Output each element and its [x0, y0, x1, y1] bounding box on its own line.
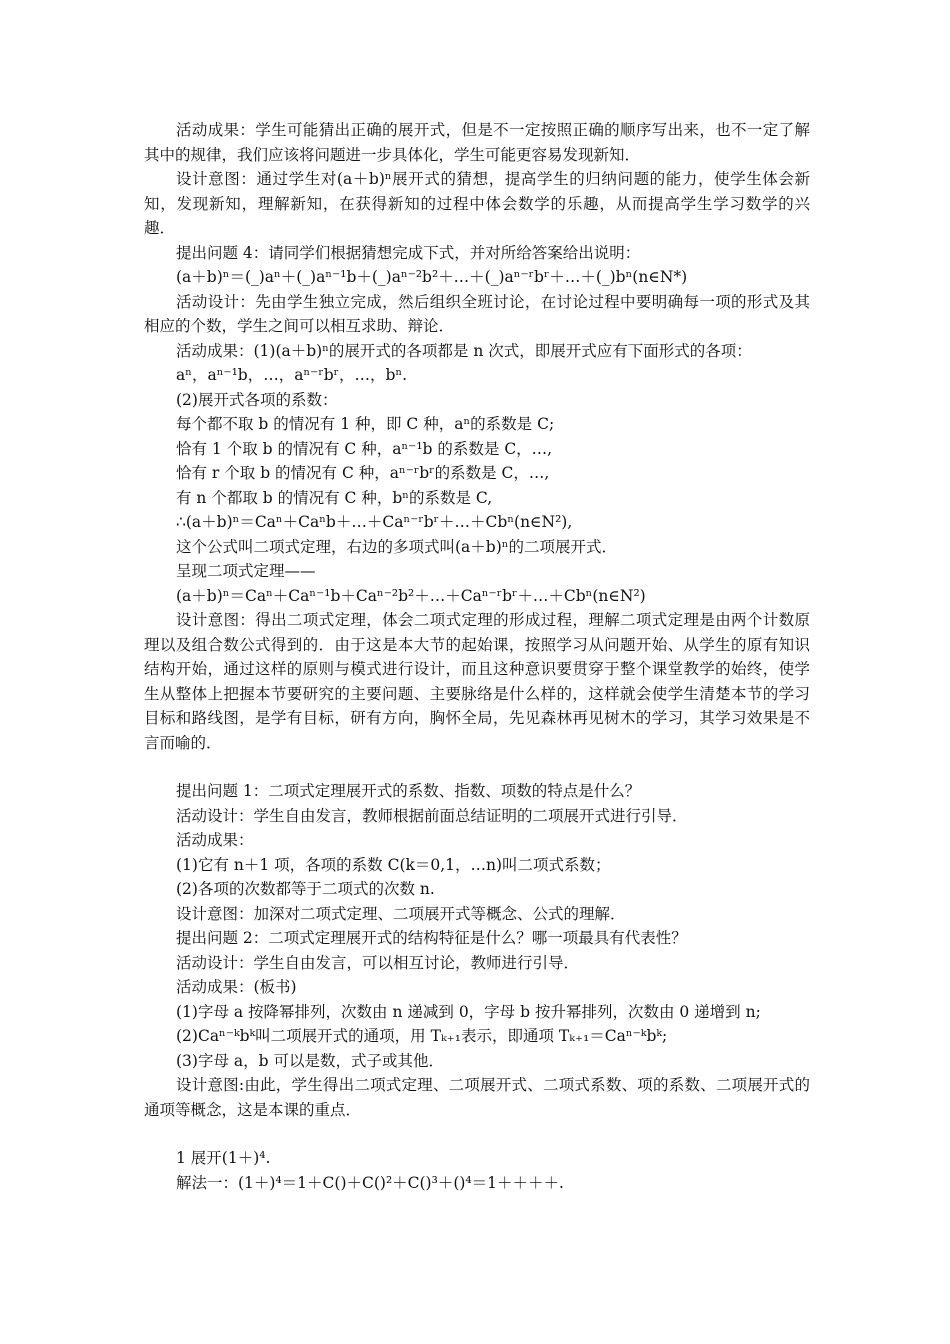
text-line: (2)各项的次数都等于二项式的次数 n.: [176, 880, 435, 898]
text-line: 活动成果：(板书): [176, 978, 297, 996]
text-line: 活动成果：: [176, 831, 254, 849]
spacer: [144, 755, 810, 779]
text-line: 恰有 r 个取 b 的情况有 C 种，aⁿ⁻ʳbʳ的系数是 C，…,: [176, 464, 550, 482]
text-line: 每个都不取 b 的情况有 1 种，即 C 种，aⁿ的系数是 C;: [176, 415, 555, 433]
text-line: (3)字母 a，b 可以是数，式子或其他．: [176, 1051, 444, 1070]
text-line: (2)Caⁿ⁻ᵏbᵏ叫二项展开式的通项，用 Tₖ₊₁表示，即通项 Tₖ₊₁＝Caⁿ⁻ᵏbᵏ;: [176, 1027, 668, 1045]
formula-line: (a＋b)ⁿ＝Caⁿ＋Caⁿ⁻¹b＋Caⁿ⁻²b²＋…＋Caⁿ⁻ʳbʳ＋…＋Cbⁿ(n∈N²): [176, 586, 646, 605]
text-line: 提出问题 1：二项式定理展开式的系数、指数、项数的特点是什么？: [176, 782, 641, 800]
formula-line: ∴(a＋b)ⁿ＝Caⁿ＋Caⁿb＋…＋Caⁿ⁻ʳbʳ＋…＋Cbⁿ(n∈N²),: [176, 513, 573, 531]
text-line: 活动设计：学生自由发言，可以相互讨论，教师进行引导．: [176, 953, 580, 972]
paragraph: 设计意图:由此，学生得出二项式定理、二项展开式、二项式系数、项的系数、二项展开式的通项等概念，这是本课的重点．: [144, 1076, 810, 1119]
text-line: (1)字母 a 按降幂排列，次数由 n 递减到 0，字母 b 按升幂排列，次数由 0 递增到 n;: [176, 1002, 761, 1021]
paragraph: 设计意图：通过学生对(a＋b)ⁿ展开式的猜想，提高学生的归纳问题的能力，使学生体会新知，发现新知，理解新知，在获得新知的过程中体会数学的乐趣，从而提高学生学习数学的兴趣．: [144, 170, 810, 237]
example-title: 1 展开(1＋)⁴.: [176, 1149, 271, 1167]
spacer: [144, 1122, 810, 1146]
formula-line: aⁿ，aⁿ⁻¹b，…，aⁿ⁻ʳbʳ，…，bⁿ.: [176, 366, 408, 384]
text-line: 呈现二项式定理——: [176, 562, 316, 580]
text-line: 提出问题 4：请同学们根据猜想完成下式，并对所给答案给出说明：: [176, 243, 641, 262]
text-line: 活动设计：学生自由发言，教师根据前面总结证明的二项展开式进行引导．: [176, 806, 688, 825]
text-line: (1)它有 n＋1 项，各项的系数 C(k＝0,1，…n)叫二项式系数；: [176, 855, 611, 874]
text-line: 活动成果：(1)(a＋b)ⁿ的展开式的各项都是 n 次式，即展开式应有下面形式的各项：: [176, 341, 752, 360]
text-line: 有 n 个都取 b 的情况有 C 种，bⁿ的系数是 C,: [176, 488, 493, 507]
formula-line: (a＋b)ⁿ＝(_)aⁿ＋(_)aⁿ⁻¹b＋(_)aⁿ⁻²b²＋…＋(_)aⁿ⁻ʳbʳ＋…＋(_)bⁿ(n∈N*): [176, 268, 688, 286]
formula-line: 解法一：(1＋)⁴＝1＋C()＋C()²＋C()³＋()⁴＝1＋＋＋＋.: [176, 1173, 564, 1192]
paragraph: 活动设计：先由学生独立完成，然后组织全班讨论，在讨论过程中要明确每一项的形式及其相应的个数，学生之间可以相互求助、辩论．: [144, 292, 810, 335]
text-line: 这个公式叫二项式定理，右边的多项式叫(a＋b)ⁿ的二项展开式．: [176, 537, 617, 556]
text-line: 设计意图：加深对二项式定理、二项展开式等概念、公式的理解．: [176, 904, 626, 923]
text-line: 恰有 1 个取 b 的情况有 C 种，aⁿ⁻¹b 的系数是 C，…,: [176, 439, 553, 458]
paragraph: 活动成果：学生可能猜出正确的展开式，但是不一定按照正确的顺序写出来，也不一定了解其中的规律，我们应该将问题进一步具体化，学生可能更容易发现新知．: [144, 121, 810, 164]
document-page: [144, 118, 810, 1195]
text-line: (2)展开式各项的系数：: [176, 390, 338, 409]
text-line: 提出问题 2：二项式定理展开式的结构特征是什么？哪一项最具有代表性？: [176, 929, 687, 947]
paragraph: 设计意图：得出二项式定理，体会二项式定理的形成过程，理解二项式定理是由两个计数原理以及组合数公式得到的．由于这是本大节的起始课，按照学习从问题开始、从学生的原有知识结构开始，通过这样的原则与模式进行设计，而且这种意识要贯穿于整个课堂教学的始终，使学生从整体上把握本节要研究的主要问题、主要脉络是什么样的，这样就会使学生清楚本节的学习目标和路线图，是学有目标，研有方向，胸怀全局，先见森林再见树木的学习，其学习效果是不言而喻的．: [144, 611, 810, 752]
